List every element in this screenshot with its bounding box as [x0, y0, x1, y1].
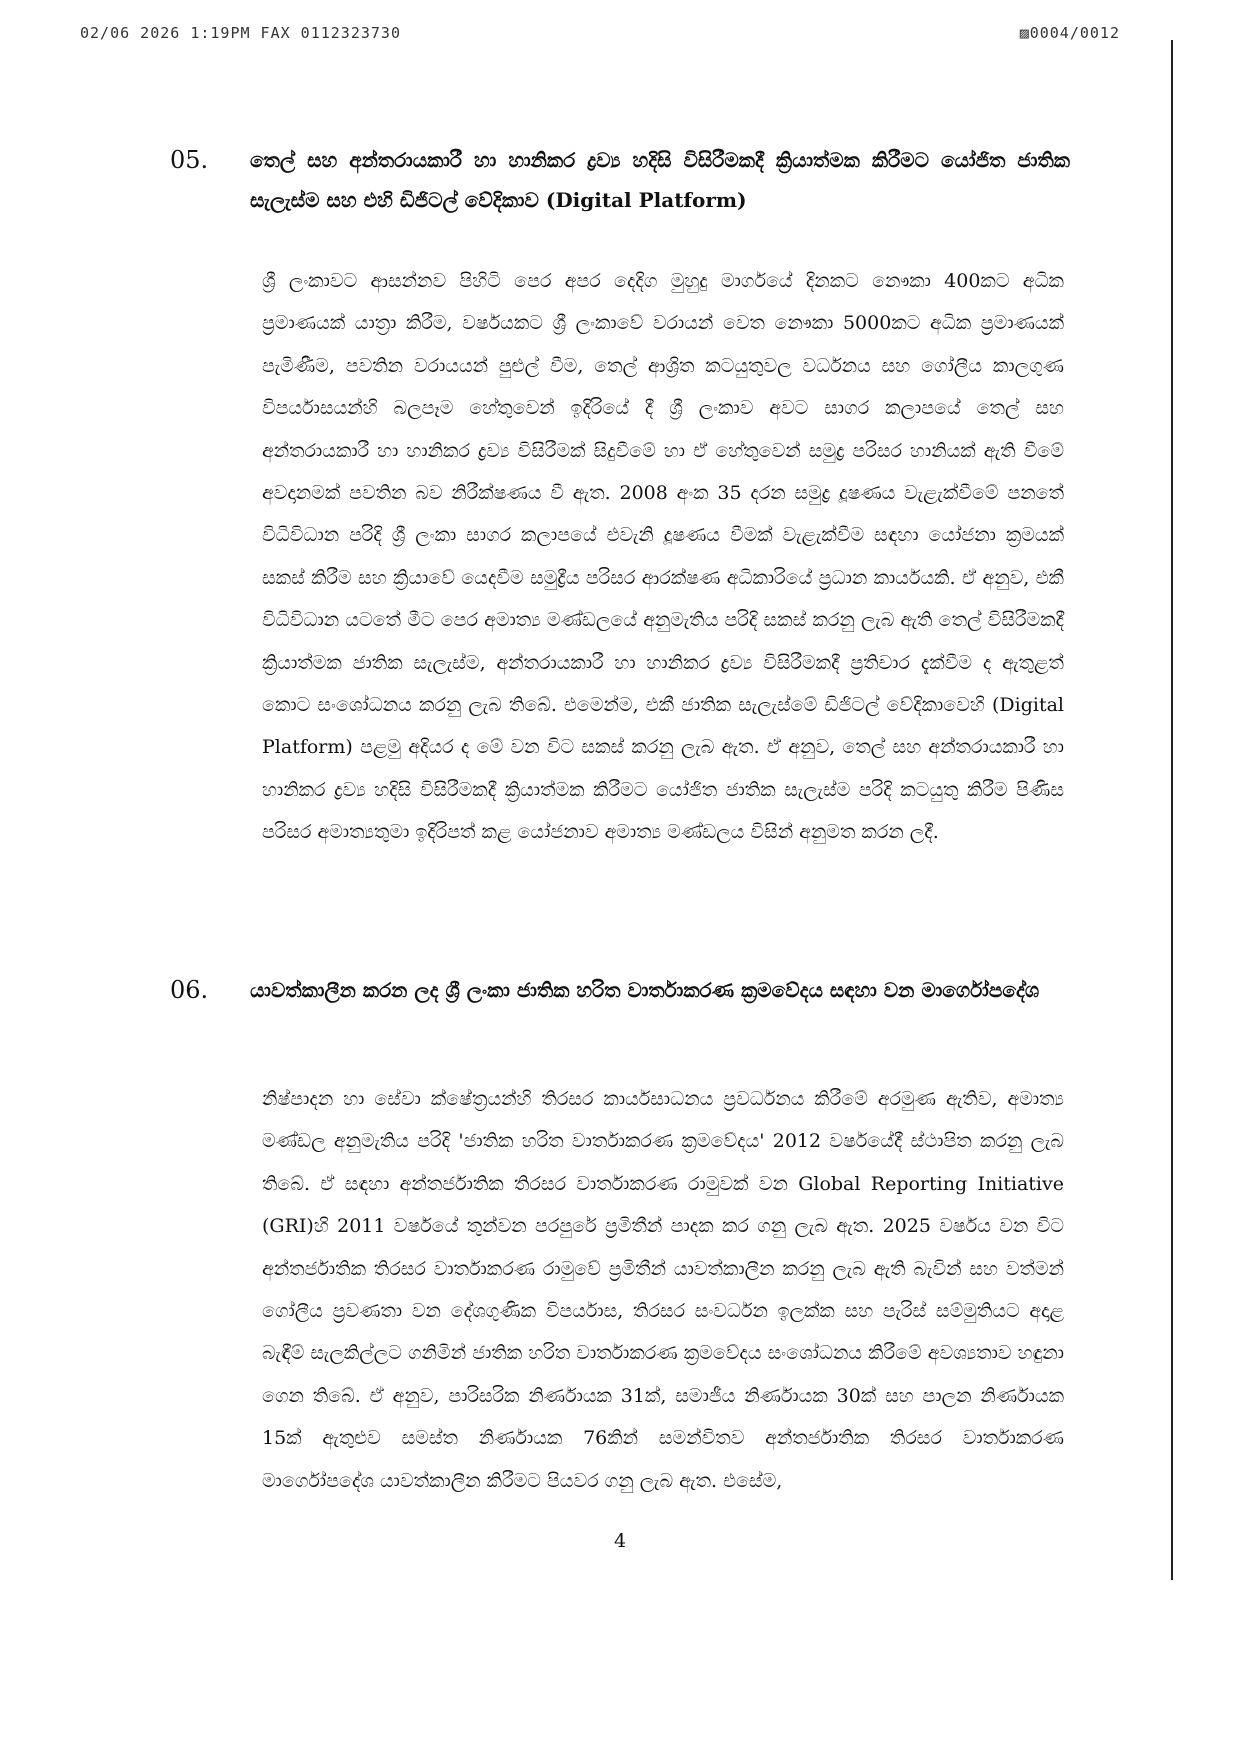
- section-05-heading: [170, 140, 1070, 220]
- fax-header: [80, 24, 1120, 46]
- page-number: 4: [613, 1530, 627, 1552]
- fax-page-counter: ▨0004/0012: [1019, 24, 1120, 42]
- scan-edge-line: [1171, 40, 1173, 1580]
- section-05-body: ශ්‍රී ලංකාවට ආසන්නව පිහිටි පෙර අපර දෙදිග මුහුදු මාර්ගයේ දිනකට නෞකා 400කට අධික ප්‍රමාණයක් යාත්‍රා කිරීම, වර්ෂයකට ශ්‍රී ලංකාවේ වරායන් වෙත නෞකා 5000කට අධික ප්‍රමාණයක් පැමිණීම, පවතින වරායයන් පුළුල් වීම, තෙල් ආශ්‍රිත කටයුතුවල වර්ධනය සහ ගෝලීය කාලගුණ විපර්යාසයන්හි බලපෑම හේතුවෙන් ඉදිරියේ දී ශ්‍රී ලංකාව අවට සාගර කලාපයේ තෙල් සහ අන්තරායකාරී හා හානිකර ද්‍රව්‍ය විසිරීමක් සිදුවීමේ හා ඒ හේතුවෙන් සමුද්‍ර පරිසර හානියක් ඇති වීමේ අවදානමක් පවතින බව නිරීක්ෂණය වී ඇත. 2008 අංක 35 දරන සමුද්‍ර දූෂණය වැළැක්වීමේ පනතේ විධිවිධාන පරිදි ශ්‍රී ලංකා සාගර කලාපයේ එවැනි දූෂණය වීමක් වැළැක්වීම සඳහා යෝජනා ක්‍රමයක් සකස් කිරීම සහ ක්‍රියාවේ යෙදවීම සමුද්‍රීය පරිසර ආරක්ෂණ අධිකාරියේ ප්‍රධාන කාර්යයකි. ඒ අනුව, එකී විධිවිධාන යටතේ මීට පෙර අමාත්‍ය මණ්ඩලයේ අනුමැතිය පරිදි සකස් කරනු ලැබ ඇති තෙල් විසිරීමකදී ක්‍රියාත්මක ජාතික සැලැස්ම, අන්තරායකාරී හා හානිකර ද්‍රව්‍ය විසිරීමකදී ප්‍රතිචාර දැක්වීම ද ඇතුළත් කොට සංශෝධනය කරනු ලැබ තිබේ. එමෙන්ම, එකී ජාතික සැලැස්මේ ඩිජිටල් වේදිකාවෙහි (Digital Platform) පළමු අදියර ද මේ වන විට සකස් කරනු ලැබ ඇත. ඒ අනුව, තෙල් සහ අන්තරායකාරී හා හානිකර ද්‍රව්‍ය හදිසි විසිරීමකදී ක්‍රියාත්මක කිරීමට යෝජිත ජාතික සැලැස්ම පරිදි කටයුතු කිරීම පිණිස පරිසර අමාත්‍යතුමා ඉදිරිපත් කළ යෝජනාව අමාත්‍ය මණ්ඩලය විසින් අනුමත කරන ලදී.: [262, 270, 1064, 844]
- section-title: තෙල් සහ අන්තරායකාරී හා හානිකර ද්‍රව්‍ය හදිසි විසිරීමකදී ක්‍රියාත්මක කිරීමට යෝජිත ජාතික සැලැස්ම සහ එහි ඩිජිටල් වේදිකාව (Digital Platform): [250, 148, 1070, 212]
- fax-transmission-info: 02/06 2026 1:19PM FAX 0112323730: [80, 24, 401, 42]
- section-06-heading: [170, 970, 1070, 1010]
- section-title: යාවත්කාලීන කරන ලද ශ්‍රී ලංකා ජාතික හරිත වාර්තාකරණ ක්‍රමවේදය සඳහා වන මාර්ගෝපදේශ: [250, 978, 1040, 1002]
- section-number: 05.: [170, 146, 209, 174]
- section-number: 06.: [170, 976, 209, 1004]
- section-06-body: නිෂ්පාදන හා සේවා ක්ෂේත්‍රයන්හි තිරසර කාර්යසාධනය ප්‍රවර්ධනය කිරීමේ අරමුණ ඇතිව, අමාත්‍ය මණ්ඩල අනුමැතිය පරිදි 'ජාතික හරිත වාර්තාකරණ ක්‍රමවේදය' 2012 වර්ෂයේදී ස්ථාපිත කරනු ලැබ තිබේ. ඒ සඳහා අන්තර්ජාතික තිරසර වාර්තාකරණ රාමුවක් වන Global Reporting Initiative (GRI)හි 2011 වර්ෂයේ තුන්වන පරපුරේ ප්‍රමිතීන් පාදක කර ගනු ලැබ ඇත. 2025 වර්ෂය වන විට අන්තර්ජාතික තිරසර වාර්තාකරණ රාමුවේ ප්‍රමිතීන් යාවත්කාලීන කරනු ලැබ ඇති බැවින් සහ වත්මන් ගෝලීය ප්‍රවණතා වන දේශගුණික විපර්යාස, තිරසර සංවර්ධන ඉලක්ක සහ පැරිස් සම්මුතියට අදාළ බැඳීම් සැලකිල්ලට ගනිමින් ජාතික හරිත වාර්තාකරණ ක්‍රමවේදය සංශෝධනය කිරීමේ අවශ්‍යතාව හඳුනා ගෙන තිබේ. ඒ අනුව, පාරිසරික නිර්ණායක 31ක්, සමාජීය නිර්ණායක 30ක් සහ පාලන නිර්ණායක 15ක් ඇතුළුව සමස්ත නිර්ණායක 76කින් සමන්විතව අන්තර්ජාතික තිරසර වාර්තාකරණ මාර්ගෝපදේශ යාවත්කාලීන කිරීමට පියවර ගනු ලැබ ඇත. එසේම,: [262, 1088, 1064, 1492]
